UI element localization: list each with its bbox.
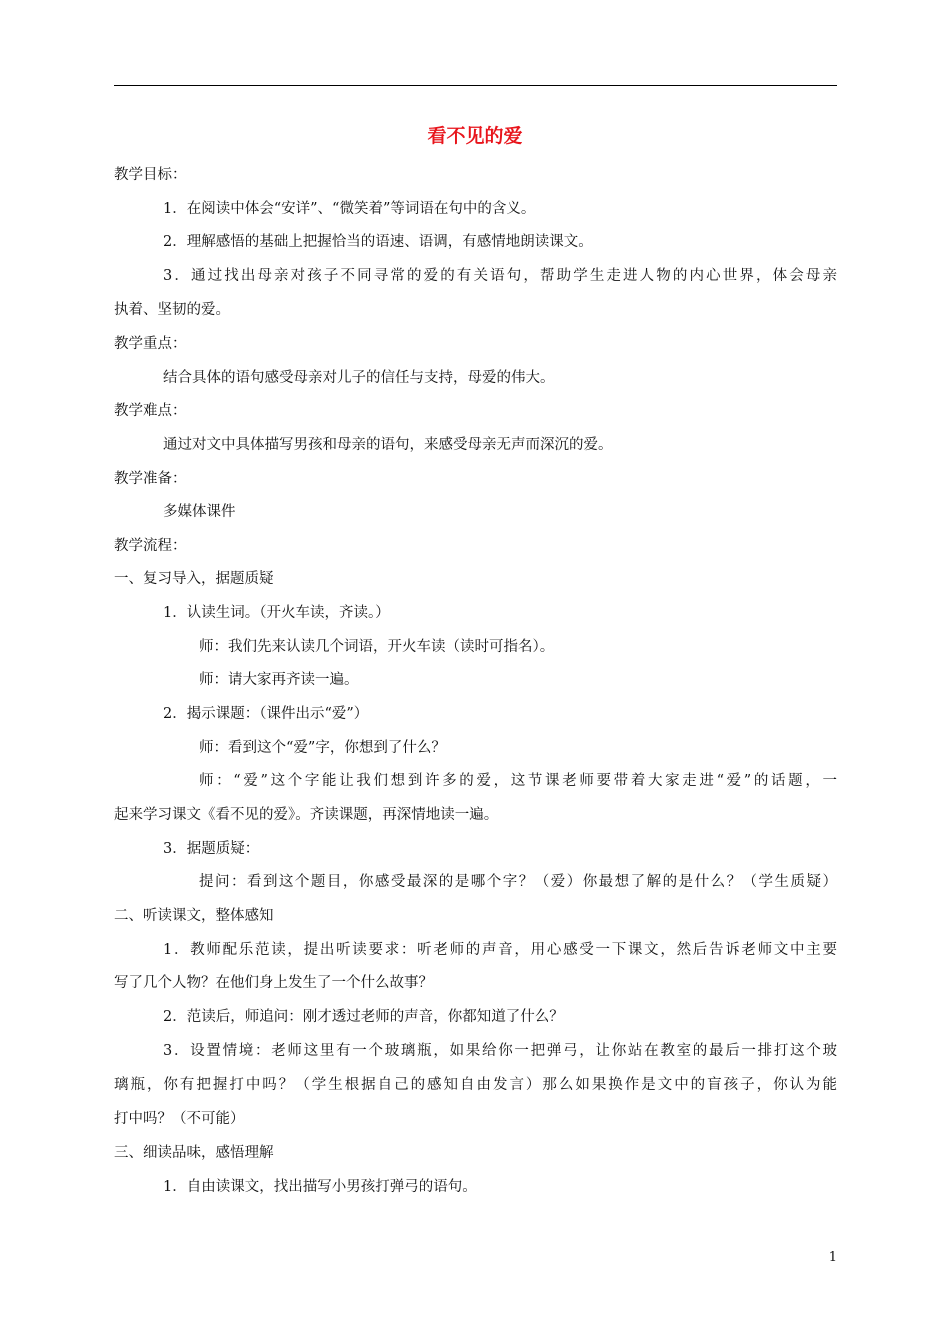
paragraph-line: 2．揭示课题：（课件出示“爱”）: [163, 706, 369, 722]
paragraph-line: 师：请大家再齐读一遍。: [199, 672, 359, 688]
section-heading: 一、复习导入，据题质疑: [114, 571, 274, 587]
section-heading: 教学准备：: [114, 471, 187, 487]
paragraph-line: 起来学习课文《看不见的爱》。齐读课题，再深情地读一遍。: [114, 807, 499, 823]
paragraph-line: 3．设置情境：老师这里有一个玻璃瓶，如果给你一把弹弓，让你站在教室的最后一排打这个玻: [163, 1043, 837, 1059]
paragraph-line: 师：看到这个“爱”字，你想到了什么？: [199, 740, 446, 756]
paragraph-line: 3．通过找出母亲对孩子不同寻常的爱的有关语句，帮助学生走进人物的内心世界，体会母亲: [163, 268, 837, 284]
paragraph-line: 结合具体的语句感受母亲对儿子的信任与支持，母爱的伟大。: [163, 370, 555, 386]
paragraph-line: 提问：看到这个题目，你感受最深的是哪个字？（爱）你最想了解的是什么？（学生质疑）: [199, 874, 837, 890]
section-heading: 三、细读品味，感悟理解: [114, 1145, 274, 1161]
paragraph-line: 师：“爱”这个字能让我们想到许多的爱，这节课老师要带着大家走进“爱”的话题，一: [199, 773, 837, 789]
section-heading: 教学目标：: [114, 167, 187, 183]
paragraph-line: 2．理解感悟的基础上把握恰当的语速、语调，有感情地朗读课文。: [163, 234, 593, 250]
paragraph-line: 执着、坚韧的爱。: [114, 302, 230, 318]
paragraph-line: 1．认读生词。（开火车读，齐读。）: [163, 605, 390, 621]
paragraph-line: 1．自由读课文，找出描写小男孩打弹弓的语句。: [163, 1179, 477, 1195]
paragraph-line: 璃瓶，你有把握打中吗？（学生根据自己的感知自由发言）那么如果换作是文中的盲孩子，你认为能: [114, 1077, 837, 1093]
paragraph-line: 师：我们先来认读几个词语，开火车读（读时可指名）。: [199, 639, 555, 655]
header-rule: [114, 85, 837, 86]
section-heading: 教学重点：: [114, 336, 187, 352]
paragraph-line: 通过对文中具体描写男孩和母亲的语句，来感受母亲无声而深沉的爱。: [163, 437, 613, 453]
paragraph-line: 3．据题质疑：: [163, 841, 260, 857]
document-title: 看不见的爱: [427, 125, 523, 147]
paragraph-line: 1．教师配乐范读，提出听读要求：听老师的声音，用心感受一下课文，然后告诉老师文中主要: [163, 942, 837, 958]
paragraph-line: 1．在阅读中体会“安详”、“微笑着”等词语在句中的含义。: [163, 201, 536, 217]
paragraph-line: 多媒体课件: [163, 504, 236, 520]
page-number: 1: [828, 1250, 837, 1265]
section-heading: 教学流程：: [114, 538, 187, 554]
paragraph-line: 打中吗？（不可能）: [114, 1111, 245, 1127]
paragraph-line: 2．范读后，师追问：刚才透过老师的声音，你都知道了什么？: [163, 1009, 564, 1025]
section-heading: 二、听读课文，整体感知: [114, 908, 274, 924]
section-heading: 教学难点：: [114, 403, 187, 419]
paragraph-line: 写了几个人物？在他们身上发生了一个什么故事？: [114, 975, 433, 991]
